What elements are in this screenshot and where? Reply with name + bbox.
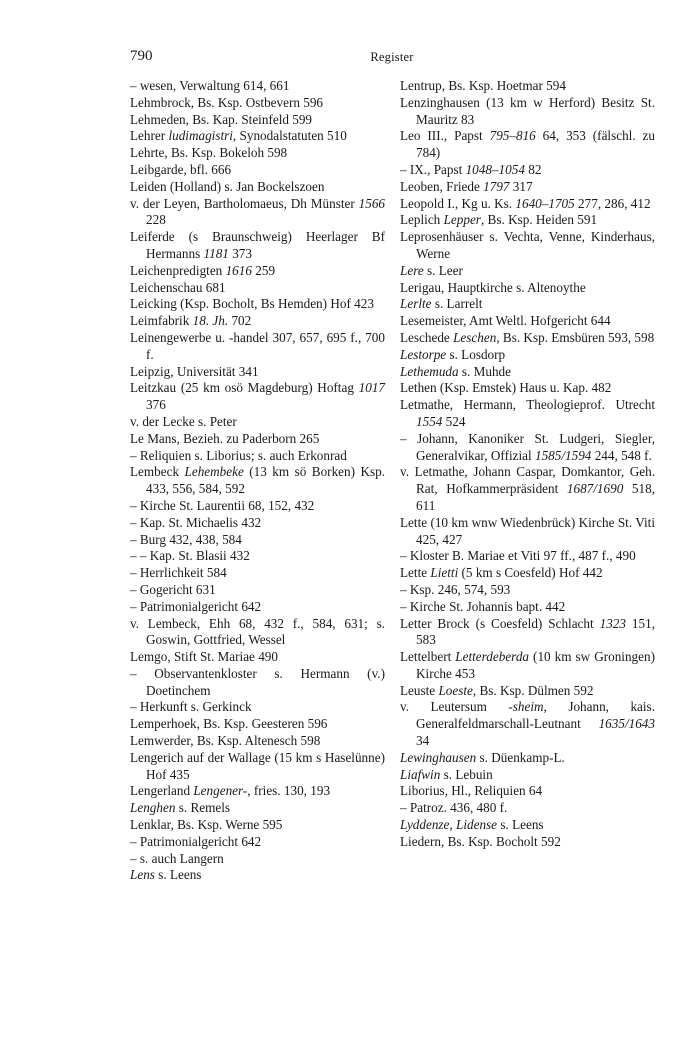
index-entry-text: – Kirche St. Johannis bapt. 442 [400, 598, 566, 614]
index-entry [130, 330, 385, 364]
index-entry [130, 128, 385, 145]
index-entry-italic-text: 1323 [599, 615, 626, 631]
index-entry-italic-text: 1687/1690 [566, 481, 624, 497]
index-entry [130, 263, 385, 280]
index-entry-text: – Kap. St. Michaelis 432 [130, 514, 262, 530]
index-entry-text: Lette [400, 565, 431, 581]
index-entry-text: Le Mans, Bezieh. zu Paderborn 265 [130, 430, 320, 446]
index-entry [130, 867, 385, 884]
index-entry [130, 229, 385, 263]
index-entry-italic-text: Lehembeke [184, 464, 244, 480]
index-entry-text: Lenzinghausen (13 km w Herford) Besitz St. Mauritz 83 [400, 94, 655, 127]
index-entry-text: 373 [228, 245, 252, 261]
index-entry [400, 330, 655, 347]
index-entry-text: Lembeck [130, 464, 185, 480]
index-entry [400, 296, 655, 313]
index-entry [400, 515, 655, 549]
index-entry-text: Leichenschau 681 [130, 279, 226, 295]
index-entry [130, 498, 385, 515]
index-entry [130, 783, 385, 800]
index-entry-text: 524 [442, 413, 466, 429]
index-entry-text: – Reliquien s. Liborius; s. auch Erkonrad [130, 447, 347, 463]
index-entry-italic-text: Lengener- [193, 783, 248, 799]
index-entry-italic-text: 1566 [358, 195, 385, 211]
index-entry [130, 666, 385, 700]
index-entry-text: – Patrimonialgericht 642 [130, 833, 262, 849]
index-entry-text: s. Larrelt [431, 296, 483, 312]
index-column-right [400, 78, 655, 851]
index-entry [130, 582, 385, 599]
index-entry-text: Lethen (Ksp. Emstek) Haus u. Kap. 482 [400, 380, 612, 396]
index-entry [400, 464, 655, 514]
index-entry-italic-text: -sheim [508, 699, 544, 715]
index-entry-italic-text: 795–816 [489, 128, 536, 144]
index-entry-text: v. Lembeck, Ehh 68, 432 f., 584, 631; s. Goswin, Gottfried, Wessel [130, 615, 385, 648]
index-entry-text: Lentrup, Bs. Ksp. Hoetmar 594 [400, 78, 566, 93]
index-entry-text: Lesemeister, Amt Weltl. Hofgericht 644 [400, 313, 611, 329]
index-entry-italic-text: Loeste [438, 682, 473, 698]
index-entry-text: (5 km s Coesfeld) Hof 442 [458, 565, 603, 581]
index-entry-text: s. Düenkamp-L. [476, 749, 565, 765]
index-entry-text: 277, 286, 412 [574, 195, 651, 211]
index-entry-text: s. Losdorp [446, 346, 506, 362]
index-entry-text: – s. auch Langern [130, 850, 224, 866]
index-entry-text: 702 [228, 313, 252, 329]
index-entry [400, 280, 655, 297]
index-entry-text: Lehmbrock, Bs. Ksp. Ostbevern 596 [130, 94, 324, 110]
index-entry-text: 518, 611 [416, 481, 655, 513]
index-entry-text: Leitzkau (25 km osö Magdeburg) Hoftag [130, 380, 359, 396]
index-entry [400, 834, 655, 851]
index-entry [130, 431, 385, 448]
index-entry-text: – Patrimonialgericht 642 [130, 598, 262, 614]
index-entry [130, 800, 385, 817]
index-entry-text: Lettelbert [400, 649, 456, 665]
index-entry-text: Leo III., Papst [400, 128, 490, 144]
index-entry [400, 565, 655, 582]
index-entry [130, 112, 385, 129]
index-entry-text: – Ksp. 246, 574, 593 [400, 581, 511, 597]
index-entry-text: 244, 548 f. [591, 447, 652, 463]
index-entry-text: – Kloster B. Mariae et Viti 97 ff., 487 f., 490 [400, 548, 636, 564]
index-entry-text: Lehrer [130, 128, 169, 144]
index-entry-text: – Herrlichkeit 584 [130, 565, 227, 581]
index-entry-italic-text: 1554 [416, 413, 443, 429]
index-entry [130, 750, 385, 784]
index-entry-text: – Kirche St. Laurentii 68, 152, 432 [130, 497, 315, 513]
index-entry [400, 380, 655, 397]
index-entry-italic-text: Lere [400, 262, 424, 278]
index-entry-text: s. Leens [497, 817, 544, 833]
index-entry-text: Lenklar, Bs. Ksp. Werne 595 [130, 817, 283, 833]
index-entry-text: Leipzig, Universität 341 [130, 363, 259, 379]
index-entry [130, 380, 385, 414]
index-entry [130, 95, 385, 112]
index-entry-text: Leibgarde, bfl. 666 [130, 161, 232, 177]
page-header [130, 48, 654, 68]
index-entry-text: – Patroz. 436, 480 f. [400, 800, 508, 816]
index-entry-text: Leopold I., Kg u. Ks. [400, 195, 516, 211]
index-entry [400, 548, 655, 565]
index-entry-text: , Bs. Ksp. Dülmen 592 [472, 682, 594, 698]
index-entry-text: s. Remels [175, 800, 231, 816]
running-title: Register [370, 50, 414, 64]
index-entry-italic-text: Leschen [453, 329, 497, 345]
index-entry-text: Lemperhoek, Bs. Ksp. Geesteren 596 [130, 716, 328, 732]
index-entry-text: – Burg 432, 438, 584 [130, 531, 242, 547]
index-entry [130, 464, 385, 498]
index-entry [130, 532, 385, 549]
index-entry [400, 767, 655, 784]
index-entry [400, 800, 655, 817]
index-entry-italic-text: Letterdeberda [455, 649, 530, 665]
index-entry [130, 851, 385, 868]
index-entry-text: Leprosenhäuser s. Vechta, Venne, Kinderhaus, Werne [400, 229, 655, 261]
index-entry-text: Lengerich auf der Wallage (15 km s Haselünne) Hof 435 [130, 749, 385, 782]
index-entry [400, 313, 655, 330]
index-entry-text: – Gogericht 631 [130, 581, 216, 597]
index-entry-text: Leinengewerbe u. -handel 307, 657, 695 f., 700 f. [130, 329, 385, 362]
index-entry-italic-text: Lyddenze, Lidense [400, 817, 498, 833]
index-entry [400, 212, 655, 229]
index-entry [130, 280, 385, 297]
index-entry [400, 817, 655, 834]
index-entry [130, 616, 385, 650]
index-entry [130, 78, 385, 95]
index-entry-text: s. Lebuin [440, 766, 493, 782]
index-entry-italic-text: Lens [130, 867, 155, 883]
index-entry-text: Lerigau, Hauptkirche s. Altenoythe [400, 279, 586, 295]
index-entry [400, 397, 655, 431]
index-entry [400, 196, 655, 213]
index-entry-text: s. Muhde [458, 363, 511, 379]
index-entry-text: 82 [524, 161, 542, 177]
index-entry-text: 259 [251, 262, 276, 278]
index-entry [400, 179, 655, 196]
index-entry-text: 34 [416, 733, 430, 749]
index-entry-italic-text: Lerlte [400, 296, 432, 312]
index-entry [130, 162, 385, 179]
index-entry [130, 145, 385, 162]
index-entry-text: Lemwerder, Bs. Ksp. Altenesch 598 [130, 733, 321, 749]
index-entry-italic-text: 1048–1054 [465, 161, 525, 177]
index-entry [400, 162, 655, 179]
index-entry [130, 548, 385, 565]
index-entry-text: 228 [146, 212, 166, 228]
index-entry-text: , fries. 130, 193 [247, 783, 331, 799]
index-entry [400, 347, 655, 364]
index-entry-text: , Johann, kais. Generalfeldmarschall-Leutnant [416, 699, 655, 732]
index-entry-text: Leichenpredigten [130, 262, 226, 278]
index-entry [130, 196, 385, 230]
index-entry-italic-text: Lenghen [130, 800, 176, 816]
index-entry-italic-text: 1797 [483, 178, 510, 194]
index-entry [400, 229, 655, 263]
index-entry [130, 733, 385, 750]
index-entry-text: Leiferde (s Braunschweig) Heerlager Bf Hermanns [130, 229, 385, 261]
index-entry-text: – IX., Papst [400, 161, 466, 177]
index-entry-text: Letmathe, Hermann, Theologieprof. Utrecht [400, 397, 655, 413]
index-entry-text: Liedern, Bs. Ksp. Bocholt 592 [400, 833, 561, 849]
index-entry-italic-text: ludimagistri [168, 128, 233, 144]
index-entry [130, 414, 385, 431]
page-number: 790 [130, 48, 153, 64]
index-entry-text: Leoben, Friede [400, 178, 484, 194]
index-entry [130, 296, 385, 313]
index-entry-text: , Bs. Ksp. Emsbüren 593, 598 [496, 329, 655, 345]
index-entry [130, 716, 385, 733]
index-entry [400, 616, 655, 650]
index-entry-text: (13 km sö Borken) Ksp. 433, 556, 584, 592 [146, 464, 385, 497]
index-entry-italic-text: 1616 [225, 262, 252, 278]
index-entry-text: Leplich [400, 212, 444, 228]
index-entry [130, 448, 385, 465]
index-column-left [130, 78, 385, 884]
index-entry [130, 313, 385, 330]
index-entry [400, 364, 655, 381]
index-entry [130, 649, 385, 666]
index-entry [130, 817, 385, 834]
index-entry-text: Leuste [400, 682, 439, 698]
index-entry-text: , Bs. Ksp. Heiden 591 [480, 212, 598, 228]
index-entry [400, 582, 655, 599]
index-entry-text: Lehrte, Bs. Ksp. Bokeloh 598 [130, 145, 288, 161]
index-entry [130, 364, 385, 381]
index-entry-text: – wesen, Verwaltung 614, 661 [130, 78, 290, 93]
index-entry-text: v. Letmathe, Johann Caspar, Domkantor, Geh. Rat, Hofkammerpräsident [400, 464, 655, 497]
index-entry [130, 599, 385, 616]
index-entry-text: v. Leutersum [400, 699, 509, 715]
index-entry-text: – Herkunft s. Gerkinck [130, 699, 252, 715]
index-entry [400, 783, 655, 800]
index-entry-italic-text: Lepper [443, 212, 481, 228]
index-entry [400, 431, 655, 465]
index-entry [130, 515, 385, 532]
index-entry [130, 834, 385, 851]
index-entry-text: 376 [146, 397, 166, 413]
index-entry-text: 64, 353 (fälschl. zu 784) [416, 128, 655, 161]
index-entry [400, 263, 655, 280]
index-entry [130, 179, 385, 196]
index-entry [400, 78, 655, 95]
index-entry-italic-text: 1017 [358, 380, 385, 396]
index-entry-text: , Synodalstatuten 510 [232, 128, 347, 144]
index-entry-italic-text: Lestorpe [400, 346, 447, 362]
index-entry-italic-text: Liafwin [400, 766, 441, 782]
index-entry-text: 317 [509, 178, 533, 194]
index-entry-text: 151, 583 [416, 615, 655, 648]
index-entry-text: (10 km sw Groningen) Kirche 453 [416, 649, 655, 681]
index-entry [400, 699, 655, 749]
index-entry-text: Lehmeden, Bs. Kap. Steinfeld 599 [130, 111, 313, 127]
index-entry-text: Lengerland [130, 783, 194, 799]
index-entry-text: Letter Brock (s Coesfeld) Schlacht [400, 615, 600, 631]
index-entry-text: Leicking (Ksp. Bocholt, Bs Hemden) Hof 423 [130, 296, 374, 312]
index-entry-text: Liborius, Hl., Reliquien 64 [400, 783, 543, 799]
index-entry [400, 683, 655, 700]
index-entry [400, 599, 655, 616]
index-entry-text: Leimfabrik [130, 313, 193, 329]
index-entry-text: Lette (10 km wnw Wiedenbrück) Kirche St. Viti 425, 427 [400, 514, 655, 547]
index-entry-text: Leiden (Holland) s. Jan Bockelszoen [130, 178, 325, 194]
index-entry [400, 750, 655, 767]
index-entry [400, 95, 655, 129]
index-entry-italic-text: Lethemuda [400, 363, 459, 379]
index-entry-italic-text: 1635/1643 [598, 716, 655, 732]
index-entry [130, 699, 385, 716]
index-entry-italic-text: Lietti [430, 565, 459, 581]
index-entry-text: – – Kap. St. Blasii 432 [130, 548, 250, 564]
index-entry-text: Leschede [400, 329, 454, 345]
index-entry-italic-text: 1640–1705 [515, 195, 575, 211]
index-entry-text: v. der Lecke s. Peter [130, 413, 237, 429]
index-entry-italic-text: 1585/1594 [534, 447, 592, 463]
index-entry [400, 128, 655, 162]
index-entry [400, 649, 655, 683]
index-entry [130, 565, 385, 582]
index-entry-italic-text: 18. Jh. [192, 313, 229, 329]
index-entry-text: s. Leer [423, 262, 463, 278]
index-entry-italic-text: 1181 [203, 245, 229, 261]
index-entry-text: s. Leens [154, 867, 202, 883]
index-entry-italic-text: Lewinghausen [400, 749, 477, 765]
index-entry-text: – Observantenkloster s. Hermann (v.) Doetinchem [130, 665, 385, 698]
index-entry-text: Lemgo, Stift St. Mariae 490 [130, 649, 278, 665]
index-entry-text: – Johann, Kanoniker St. Ludgeri, Siegler, Generalvikar, Offizial [400, 430, 655, 463]
index-entry-text: v. der Leyen, Bartholomaeus, Dh Münster [130, 195, 359, 211]
